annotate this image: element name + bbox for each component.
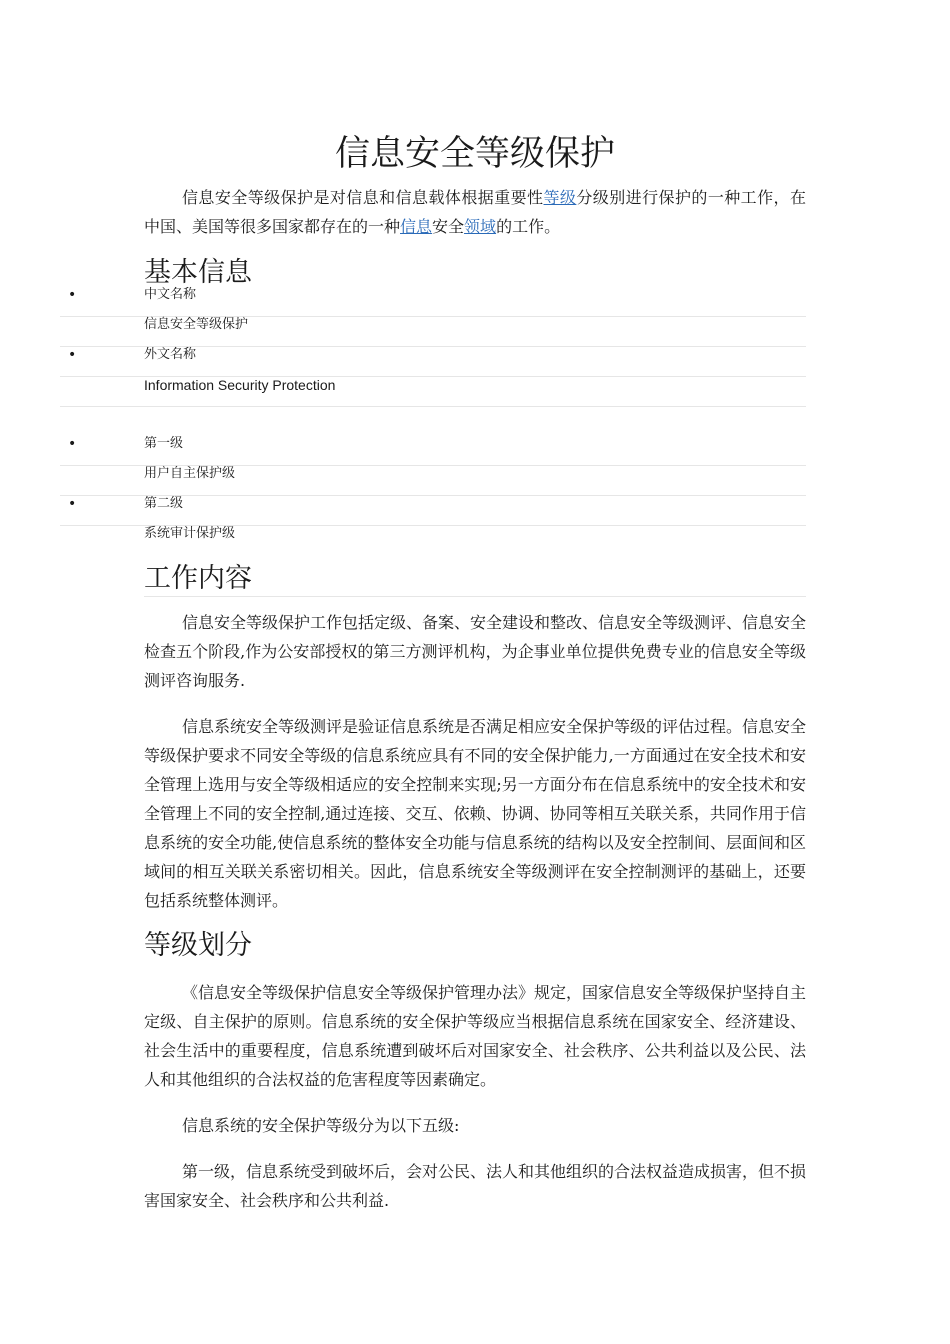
list-bullet: • <box>68 287 77 303</box>
list-bullet: • <box>68 436 77 452</box>
page-title: 信息安全等级保护 <box>334 134 615 174</box>
list-bullet: • <box>68 347 77 363</box>
work-paragraph-1: 信息安全等级保护工作包括定级、备案、安全建设和整改、信息安全等级测评、信息安全检查五个阶段,作为公安部授权的第三方测评机构，为企事业单位提供免费专业的信息安全等级测评咨询服务. <box>144 613 807 690</box>
info-value-level-1: 用户自主保护级 <box>144 466 236 481</box>
intro-text-4: 的工作。 <box>496 217 561 236</box>
work-paragraph-2: 信息系统安全等级测评是验证信息系统是否满足相应安全保护等级的评估过程。信息安全等级保护要求不同安全等级的信息系统应具有不同的安全保护能力,一方面通过在安全技术和安全管理上选用与安全等级相适应的安全控制来实现;另一方面分布在信息系统中的安全技术和安全管理上不同的安全控制,通过连接、交互、依赖、协调、协同等相互关联关系，共同作用于信息系统的安全功能,使信息系统的整体安全功能与信息系统的结构以及安全控制间、层面间和区域间的相互关联关系密切相关。因此，信息系统安全等级测评在安全控制测评的基础上，还要包括系统整体测评。 <box>144 717 807 910</box>
heading-underline <box>144 596 806 597</box>
link-dengji[interactable]: 等级 <box>543 188 577 207</box>
intro-text-1: 信息安全等级保护是对信息和信息载体根据重要性 <box>182 188 544 207</box>
grading-paragraph-2: 信息系统的安全保护等级分为以下五级: <box>182 1116 460 1135</box>
intro-paragraph <box>144 183 806 241</box>
basic-info-heading: 基本信息 <box>144 257 252 288</box>
info-label-foreign-name: 外文名称 <box>144 347 197 362</box>
info-value-chinese-name: 信息安全等级保护 <box>144 317 249 332</box>
intro-text-3: 安全 <box>432 217 465 236</box>
intro-text-2: 分级别进行保护的一种工作，在中国、美国等很多国家都存在的一种 <box>144 188 806 236</box>
info-label-chinese-name: 中文名称 <box>144 287 197 302</box>
work-content-heading: 工作内容 <box>144 563 252 594</box>
list-bullet: • <box>68 496 77 512</box>
link-xinxi[interactable]: 信息 <box>400 217 433 236</box>
link-lingyu[interactable]: 领域 <box>464 217 497 236</box>
info-label-level-2: 第二级 <box>144 496 184 511</box>
info-value-foreign-name: Information Security Protection <box>144 377 336 393</box>
grading-paragraph-1: 《信息安全等级保护信息安全等级保护管理办法》规定，国家信息安全等级保护坚持自主定级、自主保护的原则。信息系统的安全保护等级应当根据信息系统在国家安全、经济建设、社会生活中的重要程度，信息系统遭到破坏后对国家安全、社会秩序、公共利益以及公民、法人和其他组织的合法权益的危害程度等因素确定。 <box>144 983 807 1089</box>
grading-heading: 等级划分 <box>144 930 252 961</box>
info-value-level-2: 系统审计保护级 <box>144 526 236 541</box>
grading-paragraph-3: 第一级，信息系统受到破坏后，会对公民、法人和其他组织的合法权益造成损害，但不损害国家安全、社会秩序和公共利益. <box>144 1162 807 1210</box>
divider <box>60 406 806 407</box>
info-label-level-1: 第一级 <box>144 436 184 451</box>
